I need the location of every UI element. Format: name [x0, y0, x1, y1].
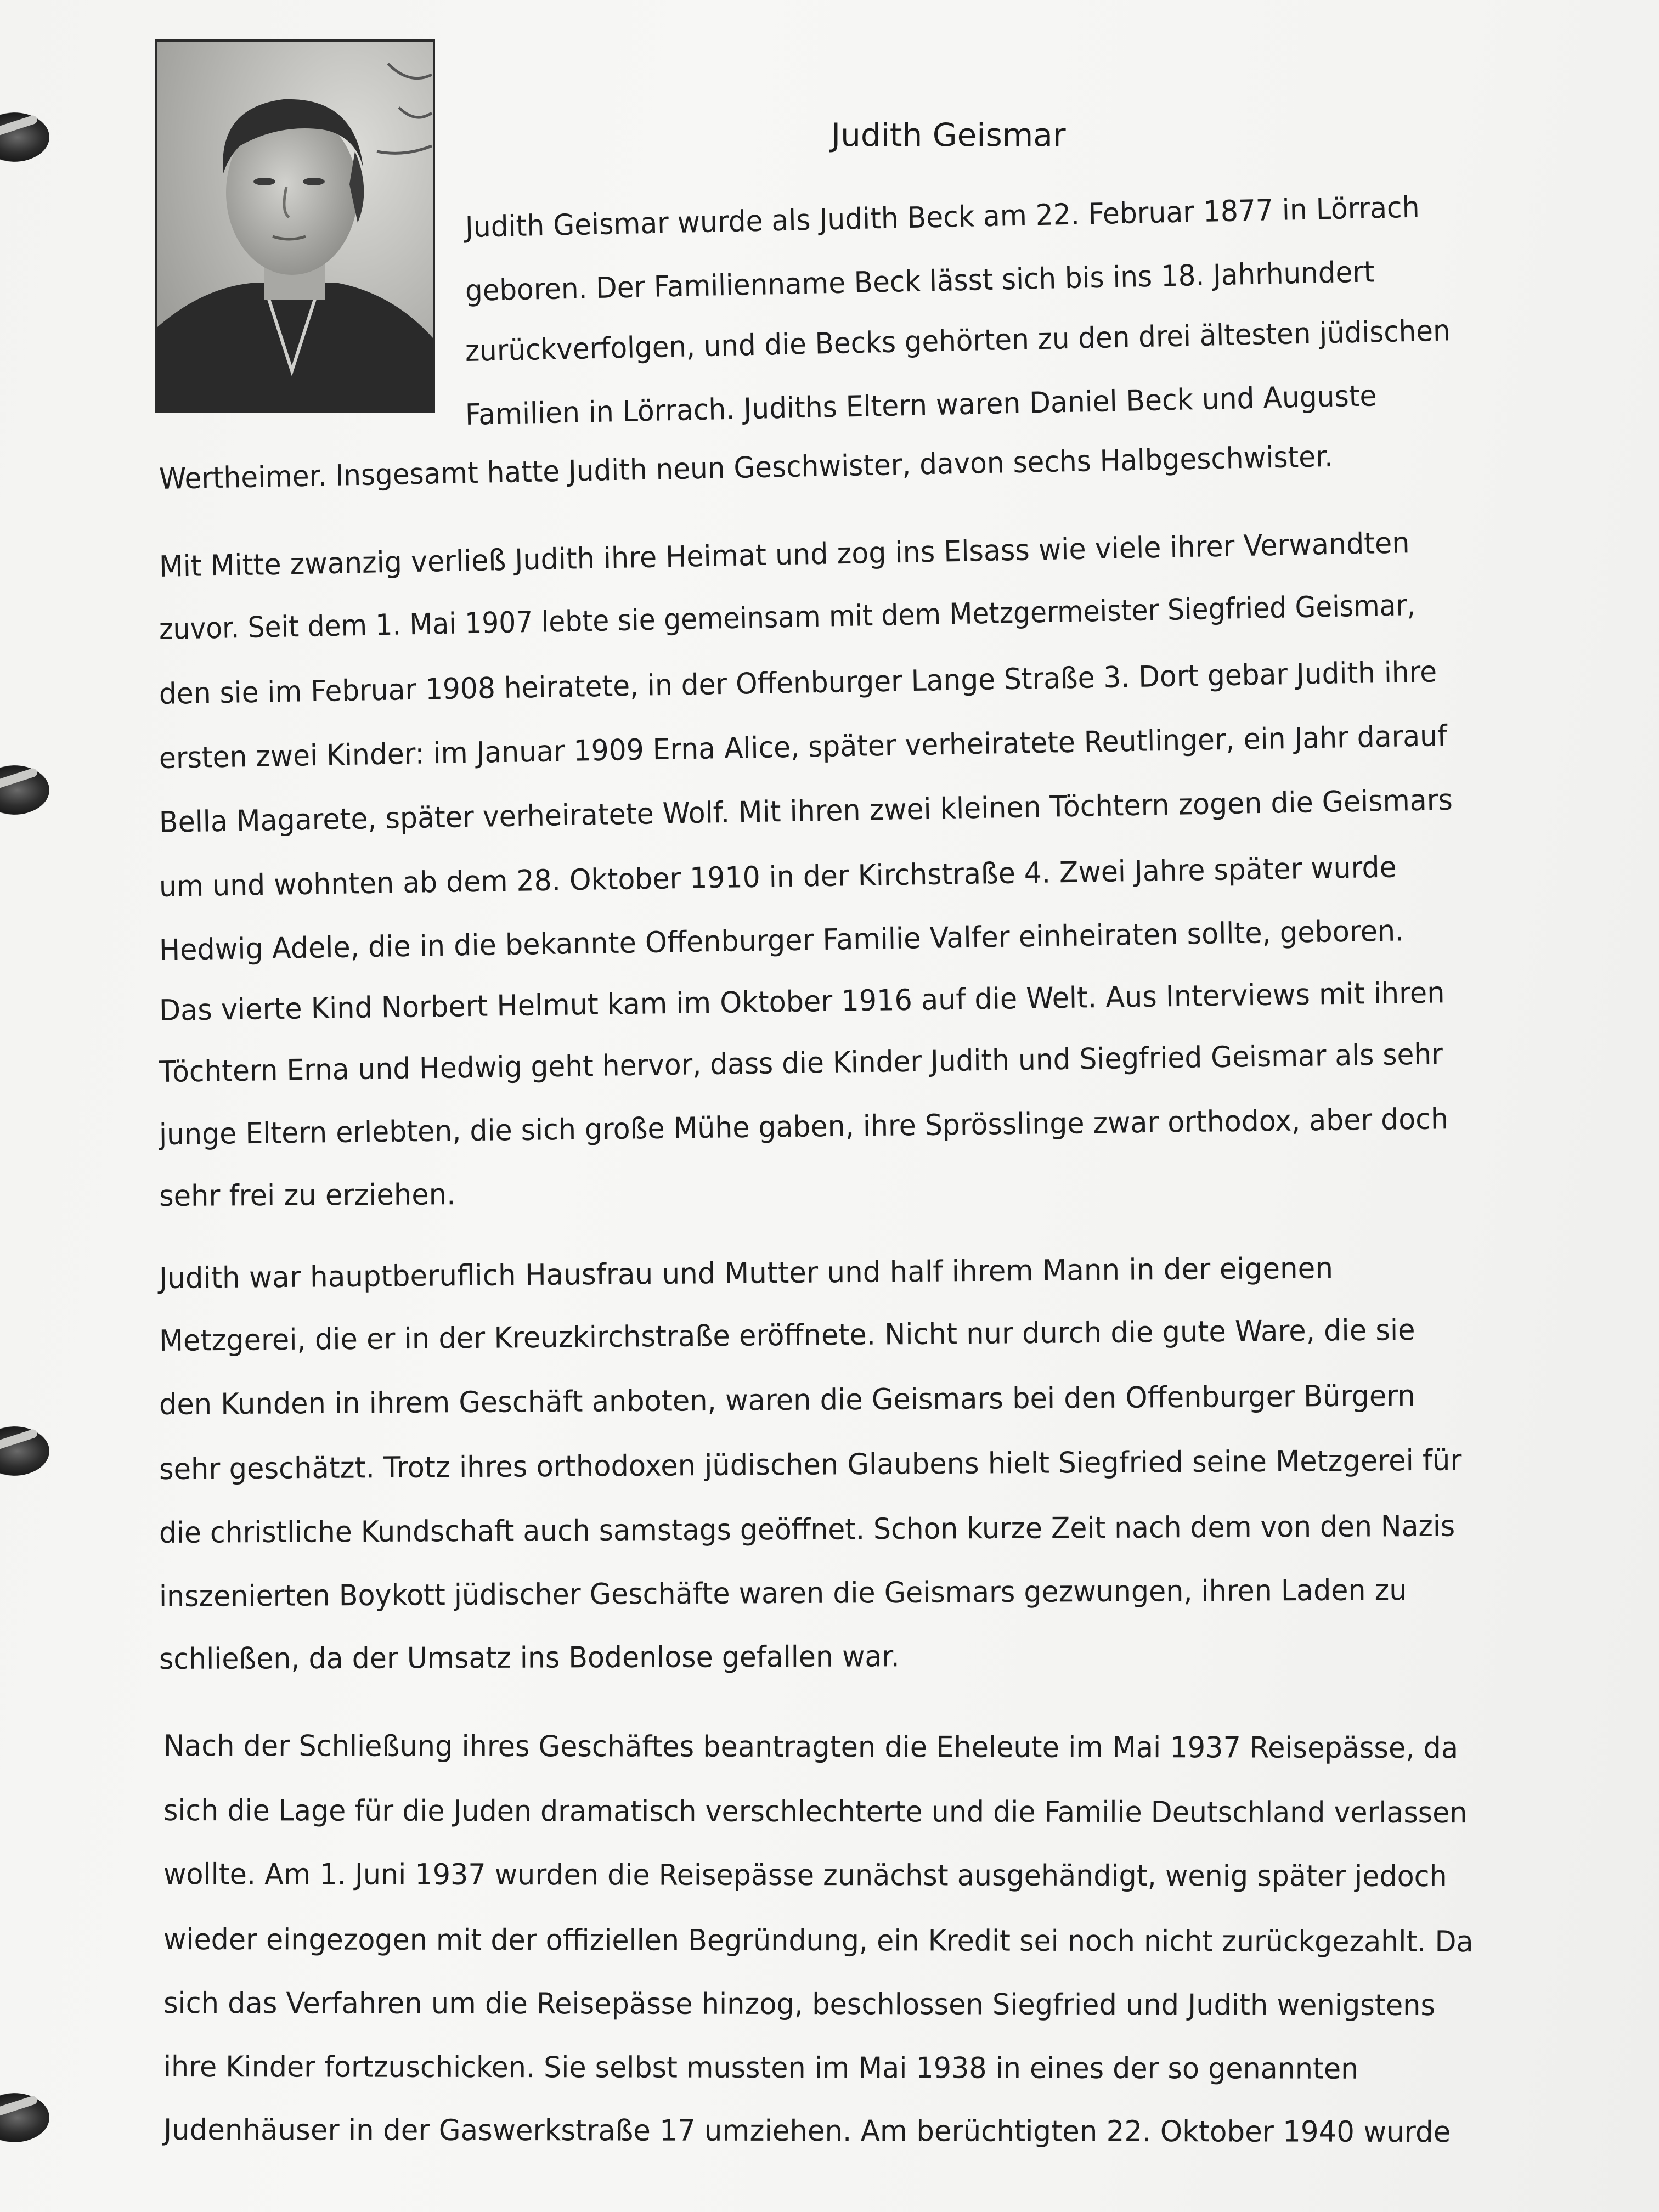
- text-line: wollte. Am 1. Juni 1937 wurden die Reisepässe zunächst ausgehändigt, wenig später jedoch: [163, 1858, 1447, 1894]
- text-line: sehr frei zu erziehen.: [159, 1178, 456, 1213]
- text-line: Töchtern Erna und Hedwig geht hervor, dass die Kinder Judith und Siegfried Geismar als sehr: [159, 1037, 1443, 1089]
- text-line: sehr geschätzt. Trotz ihres orthodoxen jüdischen Glaubens hielt Siegfried seine Metzgerei für: [159, 1443, 1462, 1486]
- text-line: zuvor. Seit dem 1. Mai 1907 lebte sie gemeinsam mit dem Metzgermeister Siegfried Geismar,: [159, 589, 1416, 646]
- page-title: Judith Geismar: [831, 116, 1066, 154]
- text-line: die christliche Kundschaft auch samstags geöffnet. Schon kurze Zeit nach dem von den Nazis: [159, 1509, 1455, 1550]
- binder-ring: [0, 112, 49, 162]
- text-line: Hedwig Adele, die in die bekannte Offenburger Familie Valfer einheiraten sollte, geboren.: [159, 914, 1404, 967]
- text-line: Mit Mitte zwanzig verließ Judith ihre Heimat und zog ins Elsass wie viele ihrer Verwandten: [159, 526, 1410, 584]
- text-line: sich das Verfahren um die Reisepässe hinzog, beschlossen Siegfried und Judith wenigstens: [163, 1987, 1436, 2023]
- text-line: Judenhäuser in der Gaswerkstraße 17 umziehen. Am berüchtigten 22. Oktober 1940 wurde: [163, 2113, 1451, 2149]
- text-line: Familien in Lörrach. Judiths Eltern waren Daniel Beck und Auguste: [465, 379, 1378, 432]
- text-line: Judith war hauptberuflich Hausfrau und Mutter und half ihrem Mann in der eigenen: [159, 1251, 1334, 1295]
- text-line: Metzgerei, die er in der Kreuzkirchstraße eröffnete. Nicht nur durch die gute Ware, die sie: [159, 1313, 1415, 1358]
- text-line: um und wohnten ab dem 28. Oktober 1910 in der Kirchstraße 4. Zwei Jahre später wurde: [159, 850, 1397, 904]
- binder-ring: [0, 2093, 49, 2142]
- text-line: Bella Magarete, später verheiratete Wolf. Mit ihren zwei kleinen Töchtern zogen die Geismars: [159, 783, 1453, 839]
- text-line: den Kunden in ihrem Geschäft anboten, waren die Geismars bei den Offenburger Bürgern: [159, 1379, 1415, 1421]
- text-line: Judith Geismar wurde als Judith Beck am 22. Februar 1877 in Lörrach: [465, 190, 1420, 244]
- text-line: inszenierten Boykott jüdischer Geschäfte waren die Geismars gezwungen, ihren Laden zu: [159, 1573, 1407, 1613]
- text-line: schließen, da der Umsatz ins Bodenlose gefallen war.: [159, 1640, 900, 1676]
- text-line: Wertheimer. Insgesamt hatte Judith neun Geschwister, davon sechs Halbgeschwister.: [159, 439, 1334, 496]
- binder-ring: [0, 765, 49, 815]
- portrait-photo: [155, 40, 435, 413]
- binder-ring: [0, 1426, 49, 1476]
- text-line: junge Eltern erlebten, die sich große Mühe gaben, ihre Sprösslinge zwar orthodox, aber doch: [159, 1102, 1449, 1152]
- text-line: zurückverfolgen, und die Becks gehörten zu den drei ältesten jüdischen: [465, 314, 1451, 368]
- text-line: ersten zwei Kinder: im Januar 1909 Erna Alice, später verheiratete Reutlinger, ein Jahr darauf: [159, 719, 1448, 775]
- text-line: ihre Kinder fortzuschicken. Sie selbst mussten im Mai 1938 in eines der so genannten: [163, 2050, 1359, 2086]
- text-line: wieder eingezogen mit der offiziellen Begründung, ein Kredit sei noch nicht zurückgezahlt. Da: [163, 1923, 1474, 1959]
- text-line: geboren. Der Familienname Beck lässt sich bis ins 18. Jahrhundert: [465, 255, 1375, 308]
- text-line: sich die Lage für die Juden dramatisch verschlechterte und die Familie Deutschland verlassen: [163, 1794, 1468, 1830]
- text-line: den sie im Februar 1908 heiratete, in der Offenburger Lange Straße 3. Dort gebar Judith ihre: [159, 655, 1437, 711]
- text-line: Nach der Schließung ihres Geschäftes beantragten die Eheleute im Mai 1937 Reisepässe, da: [163, 1729, 1459, 1765]
- text-line: Das vierte Kind Norbert Helmut kam im Oktober 1916 auf die Welt. Aus Interviews mit ihren: [159, 976, 1445, 1028]
